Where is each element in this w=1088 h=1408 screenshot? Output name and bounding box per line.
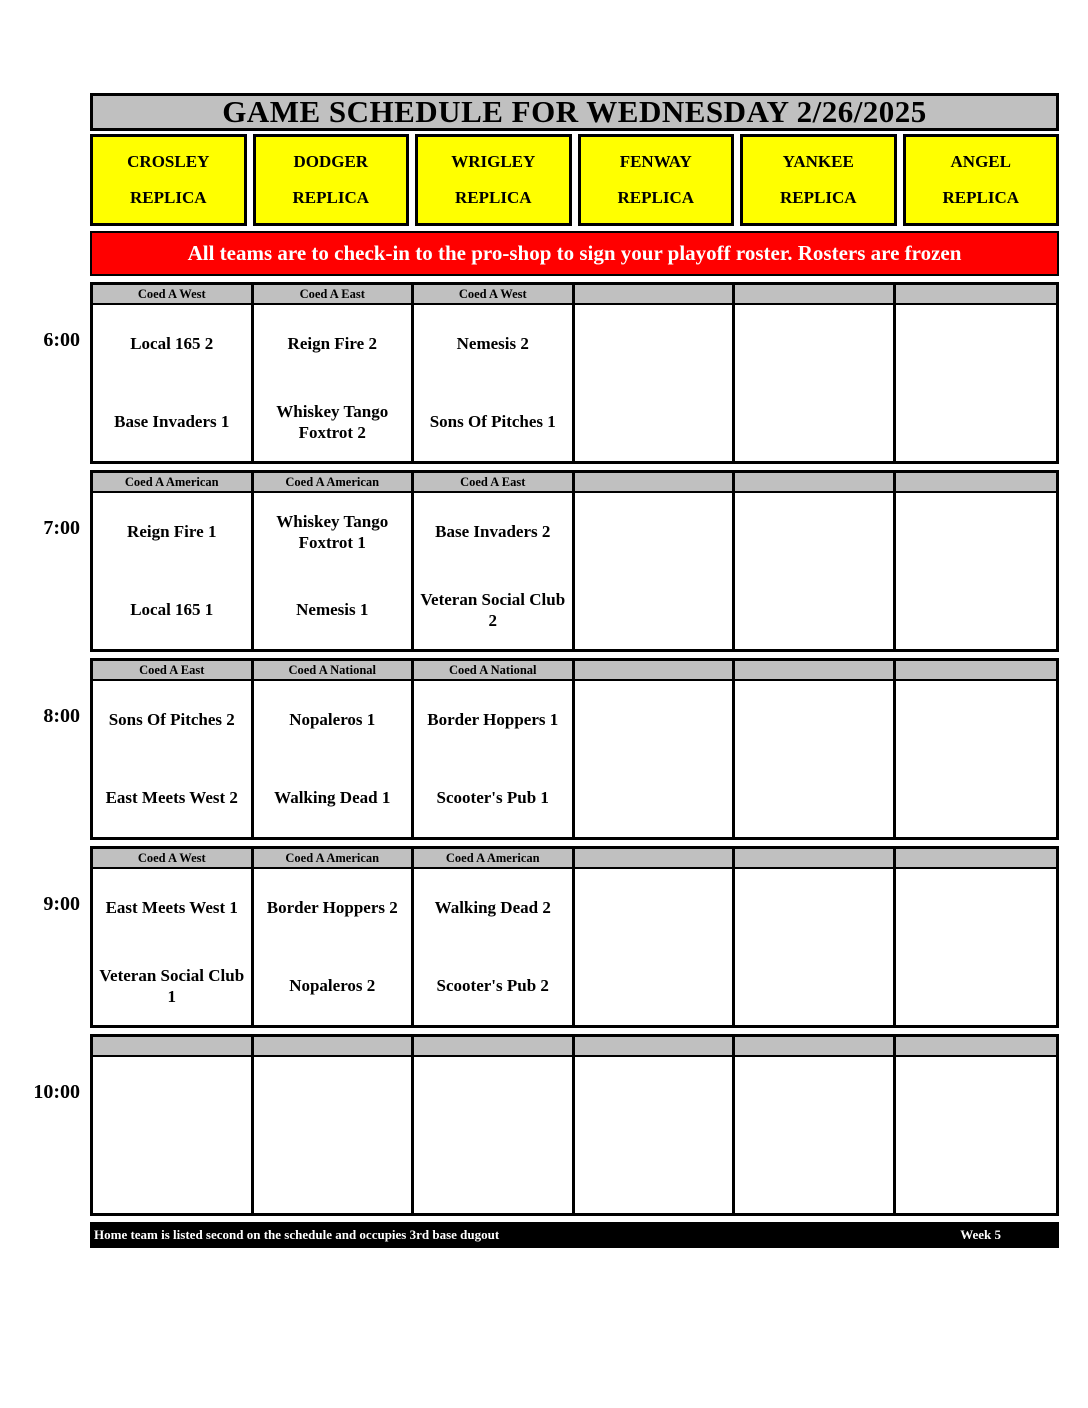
game-cell (93, 493, 254, 649)
home-team (575, 383, 733, 461)
home-team: East Meets West 2 (105, 788, 238, 808)
footer-note: Home team is listed second on the schedule and occupies 3rd base dugout (94, 1227, 500, 1242)
home-team (254, 1135, 412, 1213)
week-label: Week 5 (960, 1227, 1001, 1242)
home-team (575, 571, 733, 649)
away-team (575, 681, 733, 759)
field-type: REPLICA (942, 187, 1019, 207)
away-team: Border Hoppers 2 (266, 898, 398, 918)
slot-table-900 (90, 846, 1059, 1028)
away-team: Whiskey Tango Foxtrot 1 (276, 511, 389, 552)
game-cell (896, 305, 1057, 461)
field-header-fenway (578, 134, 735, 226)
division-cell (575, 849, 736, 869)
time-label-900 (0, 846, 90, 1028)
home-team: Sons Of Pitches 1 (429, 412, 556, 432)
division-row (93, 473, 1056, 493)
game-cell (93, 681, 254, 837)
away-team: Local 165 2 (130, 334, 214, 354)
home-team (93, 1135, 251, 1213)
away-team (575, 1057, 733, 1135)
division-cell: Coed A West (414, 285, 575, 305)
time-block-900 (0, 846, 1088, 1028)
field-name: CROSLEY (127, 152, 210, 172)
home-team (735, 571, 893, 649)
division-cell (896, 285, 1057, 305)
home-team (896, 383, 1057, 461)
division-cell (896, 1037, 1057, 1057)
home-team (896, 571, 1057, 649)
time-text: 6:00 (43, 329, 80, 351)
away-team: Walking Dead 2 (434, 898, 551, 918)
division-cell (575, 473, 736, 493)
game-cell (575, 1057, 736, 1213)
home-team: Whiskey Tango Foxtrot 2 (276, 401, 389, 442)
game-cell (414, 493, 575, 649)
field-header-crosley (90, 134, 247, 226)
field-header-row (90, 134, 1059, 226)
division-cell: Coed A West (93, 285, 254, 305)
notice-banner: All teams are to check-in to the pro-shop to sign your playoff roster. Rosters are frozen (90, 231, 1059, 276)
away-team (575, 493, 733, 571)
slot-table-600 (90, 282, 1059, 464)
slot-table-1000 (90, 1034, 1059, 1216)
division-cell (575, 1037, 736, 1057)
slot-table-800 (90, 658, 1059, 840)
home-team: Nopaleros 2 (289, 976, 376, 996)
game-cell (93, 869, 254, 1025)
field-type: REPLICA (617, 187, 694, 207)
away-team (735, 493, 893, 571)
division-cell: Coed A American (93, 473, 254, 493)
home-team (575, 759, 733, 837)
game-cell (254, 681, 415, 837)
home-team (896, 1135, 1057, 1213)
away-team: Reign Fire 2 (287, 334, 377, 354)
game-row (93, 1057, 1056, 1213)
game-cell (414, 1057, 575, 1213)
slot-table-700 (90, 470, 1059, 652)
field-header-yankee (740, 134, 897, 226)
home-team (896, 947, 1057, 1025)
away-team: Sons Of Pitches 2 (108, 710, 235, 730)
game-cell (575, 305, 736, 461)
field-header-angel (903, 134, 1060, 226)
game-row (93, 305, 1056, 461)
division-cell (896, 473, 1057, 493)
division-cell (896, 661, 1057, 681)
division-cell: Coed A West (93, 849, 254, 869)
time-block-800 (0, 658, 1088, 840)
away-team (254, 1057, 412, 1135)
home-team (575, 1135, 733, 1213)
away-team (896, 1057, 1057, 1135)
game-cell (575, 681, 736, 837)
away-team (735, 1057, 893, 1135)
time-text: 10:00 (33, 1081, 80, 1103)
home-team: Scooter's Pub 1 (436, 788, 549, 808)
home-team: Base Invaders 1 (114, 412, 230, 432)
field-name: FENWAY (619, 152, 692, 172)
game-cell (735, 869, 896, 1025)
division-cell (735, 849, 896, 869)
home-team (735, 1135, 893, 1213)
game-cell (254, 1057, 415, 1213)
field-name: YANKEE (782, 152, 854, 172)
game-cell (254, 869, 415, 1025)
home-team: Nemesis 1 (296, 600, 369, 620)
division-cell: Coed A National (414, 661, 575, 681)
game-cell (254, 305, 415, 461)
time-label-1000 (0, 1034, 90, 1216)
away-team (896, 305, 1057, 383)
division-cell (896, 849, 1057, 869)
game-cell (896, 681, 1057, 837)
division-cell (575, 661, 736, 681)
game-cell (735, 681, 896, 837)
time-label-600 (0, 282, 90, 464)
game-cell (254, 493, 415, 649)
game-cell (575, 493, 736, 649)
division-row (93, 849, 1056, 869)
division-cell (254, 1037, 415, 1057)
field-name: ANGEL (950, 152, 1011, 172)
time-label-800 (0, 658, 90, 840)
home-team (735, 383, 893, 461)
division-cell (735, 661, 896, 681)
division-cell (735, 473, 896, 493)
home-team: Veteran Social Club 1 (99, 965, 245, 1006)
home-team (414, 1135, 572, 1213)
away-team: Reign Fire 1 (127, 522, 217, 542)
schedule-table (0, 93, 1088, 1248)
game-row (93, 869, 1056, 1025)
away-team (93, 1057, 251, 1135)
away-team: Base Invaders 2 (435, 522, 551, 542)
division-cell (735, 1037, 896, 1057)
time-block-1000 (0, 1034, 1088, 1216)
time-label-700 (0, 470, 90, 652)
away-team (896, 869, 1057, 947)
field-header-dodger (253, 134, 410, 226)
away-team (414, 1057, 572, 1135)
game-cell (93, 305, 254, 461)
game-cell (93, 1057, 254, 1213)
away-team: Nopaleros 1 (289, 710, 376, 730)
game-cell (735, 1057, 896, 1213)
game-cell (414, 681, 575, 837)
field-type: REPLICA (292, 187, 369, 207)
field-name: DODGER (293, 152, 369, 172)
division-cell: Coed A National (254, 661, 415, 681)
time-block-600 (0, 282, 1088, 464)
home-team (735, 947, 893, 1025)
division-cell: Coed A American (254, 473, 415, 493)
division-row (93, 661, 1056, 681)
division-cell (93, 1037, 254, 1057)
time-text: 9:00 (43, 893, 80, 915)
division-cell: Coed A East (93, 661, 254, 681)
division-cell: Coed A East (414, 473, 575, 493)
away-team (575, 869, 733, 947)
division-row (93, 1037, 1056, 1057)
field-name: WRIGLEY (451, 152, 536, 172)
division-cell (414, 1037, 575, 1057)
field-type: REPLICA (129, 187, 207, 207)
footer-bar (90, 1222, 1059, 1248)
game-cell (896, 1057, 1057, 1213)
game-cell (414, 869, 575, 1025)
time-text: 7:00 (43, 517, 80, 539)
time-block-700 (0, 470, 1088, 652)
home-team: Scooter's Pub 2 (436, 976, 549, 996)
home-team (575, 947, 733, 1025)
division-cell (575, 285, 736, 305)
division-row (93, 285, 1056, 305)
game-cell (896, 493, 1057, 649)
home-team (735, 759, 893, 837)
home-team: Walking Dead 1 (274, 788, 391, 808)
away-team: East Meets West 1 (105, 898, 238, 918)
field-type: REPLICA (779, 187, 857, 207)
page-title: GAME SCHEDULE FOR WEDNESDAY 2/26/2025 (90, 93, 1059, 131)
game-cell (896, 869, 1057, 1025)
game-cell (735, 305, 896, 461)
home-team (896, 759, 1057, 837)
game-cell (575, 869, 736, 1025)
away-team (735, 305, 893, 383)
division-cell (735, 285, 896, 305)
away-team (735, 681, 893, 759)
game-row (93, 493, 1056, 649)
away-team: Border Hoppers 1 (427, 710, 559, 730)
field-type: REPLICA (454, 187, 532, 207)
game-cell (414, 305, 575, 461)
field-header-wrigley (415, 134, 572, 226)
home-team: Veteran Social Club 2 (420, 589, 566, 630)
away-team (735, 869, 893, 947)
home-team: Local 165 1 (130, 600, 214, 620)
game-row (93, 681, 1056, 837)
time-text: 8:00 (43, 705, 80, 727)
division-cell: Coed A East (254, 285, 415, 305)
away-team: Nemesis 2 (456, 334, 529, 354)
away-team (896, 493, 1057, 571)
away-team (575, 305, 733, 383)
game-cell (735, 493, 896, 649)
division-cell: Coed A American (414, 849, 575, 869)
away-team (896, 681, 1057, 759)
division-cell: Coed A American (254, 849, 415, 869)
